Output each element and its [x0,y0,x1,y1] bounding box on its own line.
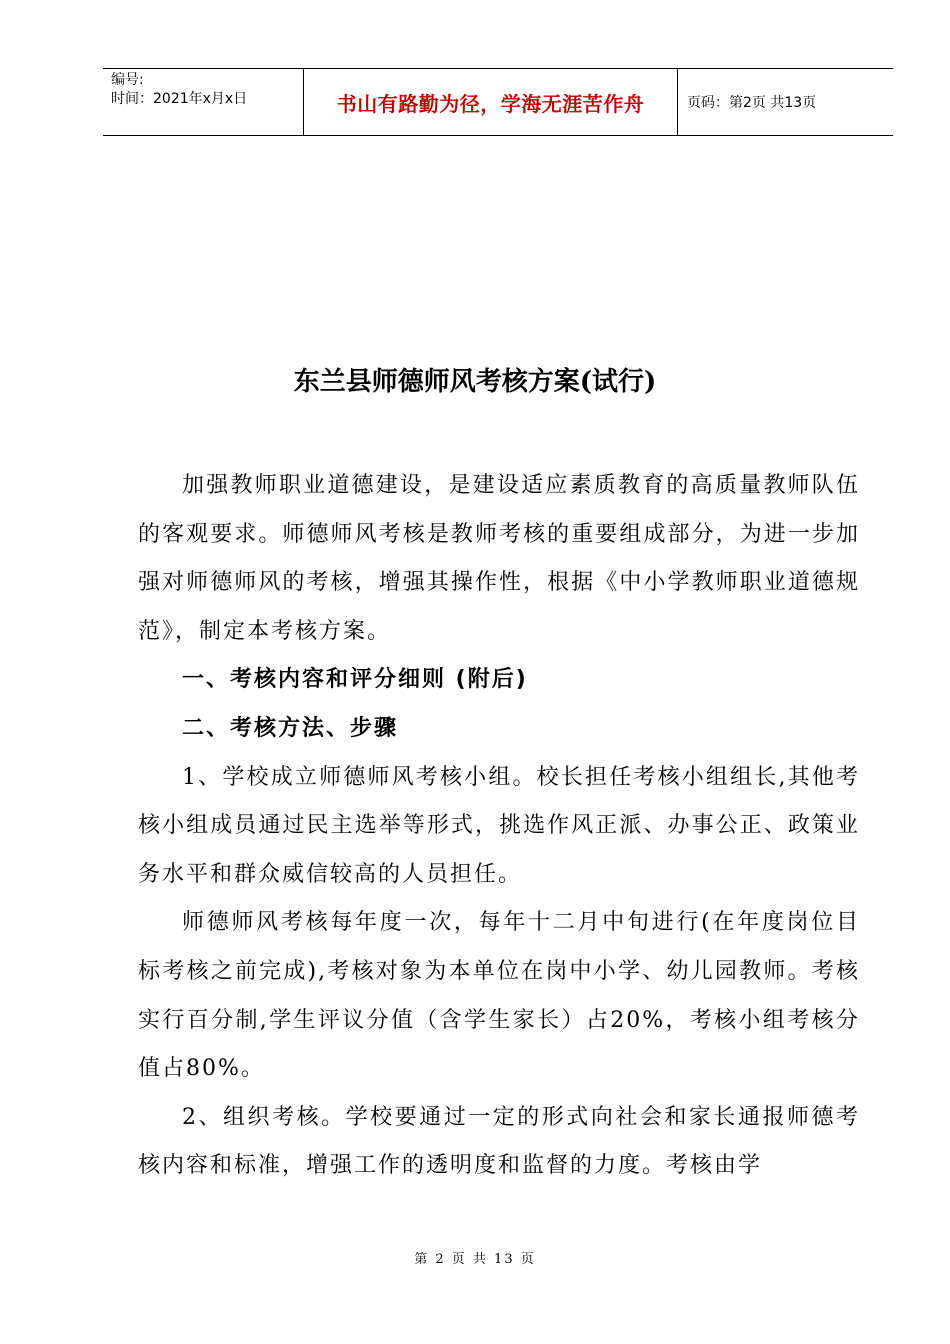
intro-paragraph: 加强教师职业道德建设，是建设适应素质教育的高质量教师队伍的客观要求。师德师风考核是教师考核的重要组成部分，为进一步加强对师德师风的考核，增强其操作性，根据《中小学教师职业道德规范》，制定本考核方案。 [138,473,860,644]
section-heading-1: 一、考核内容和评分细则 (附后) [182,667,528,693]
document-time-label: 时间：2021年x月x日 [111,91,248,107]
header-motto: 书山有路勤为径，学海无涯苦作舟 [304,69,678,135]
body-paragraph: 1、学校成立师德师风考核小组。校长担任考核小组组长,其他考核小组成员通过民主选举等形式，挑选作风正派、办事公正、政策业务水平和群众威信较高的人员担任。 [138,764,860,887]
section-heading-2: 二、考核方法、步骤 [182,715,399,741]
header-meta [103,69,304,135]
header-page-info: 页码：第2页 共13页 [687,95,817,111]
page-header [103,68,893,136]
document-title: 东兰县师德师风考核方案(试行) [293,367,657,397]
page-footer: 第 2 页 共 13 页 [414,1252,536,1267]
document-body [138,462,860,1191]
document-number-label: 编号: [111,72,144,88]
body-paragraph: 师德师风考核每年度一次，每年十二月中旬进行(在年度岗位目标考核之前完成),考核对象为本单位在岗中小学、幼儿园教师。考核实行百分制,学生评议分值（含学生家长）占20%，考核小组考核分值占80%。 [138,910,860,1082]
body-paragraph: 2、组织考核。学校要通过一定的形式向社会和家长通报师德考核内容和标准，增强工作的透明度和监督的力度。考核由学 [138,1104,860,1179]
